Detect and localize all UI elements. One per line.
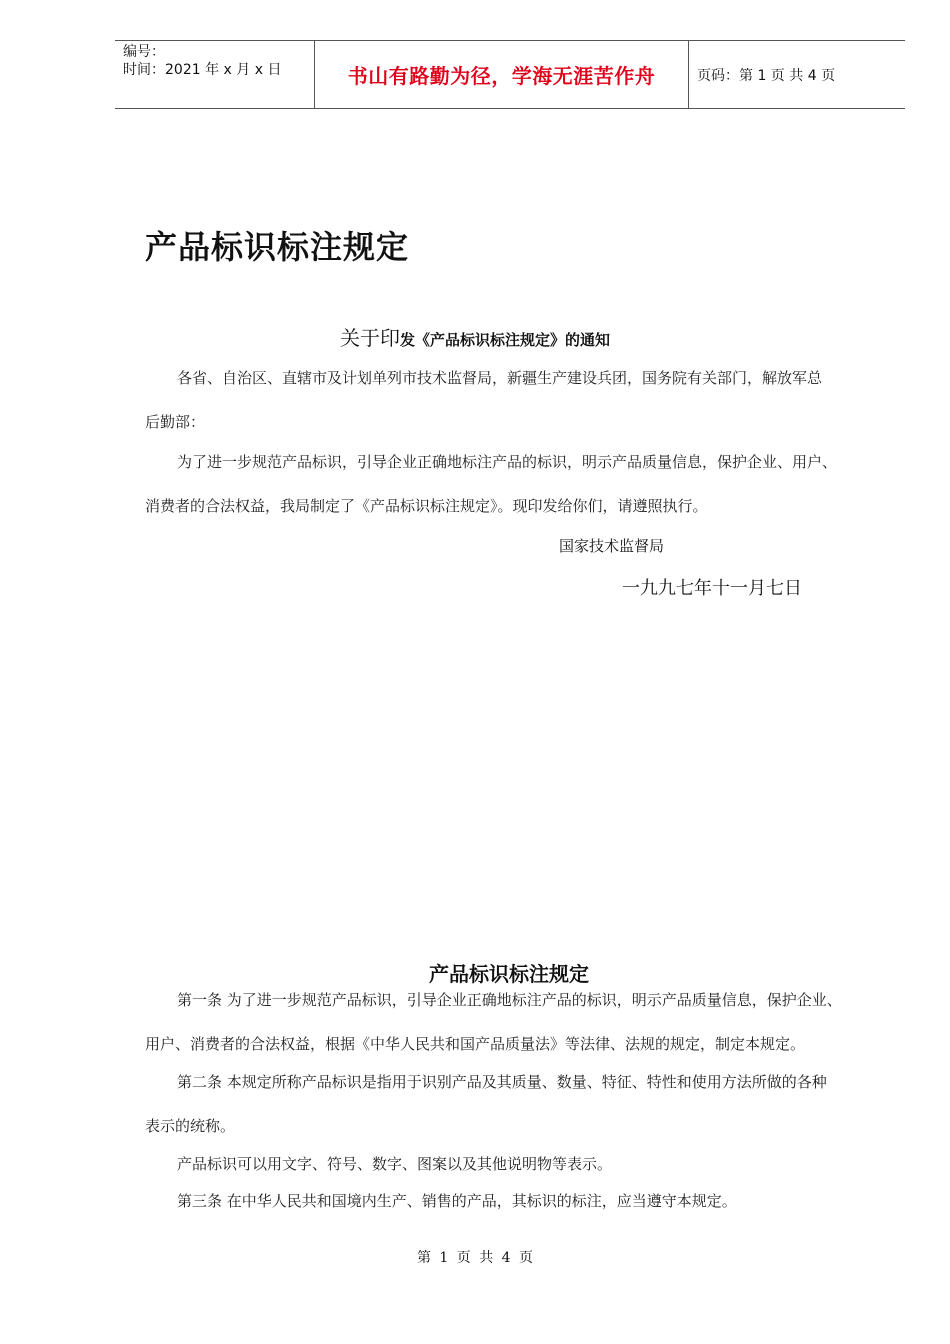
notice-body <box>145 452 885 540</box>
notice-addressee <box>145 368 885 456</box>
header-slogan-cell <box>315 41 689 108</box>
text-line: 消费者的合法权益，我局制定了《产品标识标注规定》。现印发给你们，请遵照执行。 <box>145 497 708 515</box>
text-line: 第二条 本规定所称产品标识是指用于识别产品及其质量、数量、特征、特性和使用方法所做的各种 <box>177 1073 827 1091</box>
article-1 <box>145 990 885 1078</box>
notice-title <box>0 322 950 351</box>
text-line: 表示的统称。 <box>145 1117 236 1135</box>
text-line: 用户、消费者的合法权益，根据《中华人民共和国产品质量法》等法律、法规的规定，制定本规定。 <box>145 1035 806 1053</box>
text-line: 产品标识可以用文字、符号、数字、图案以及其他说明物等表示。 <box>177 1155 613 1173</box>
notice-title-rest: 发《产品标识标注规定》的通知 <box>399 331 610 349</box>
header-meta <box>115 41 315 108</box>
time-label: 时间：2021 年 x 月 x 日 <box>123 62 282 78</box>
article-2 <box>145 1072 885 1160</box>
header-page-info-cell <box>689 41 905 108</box>
header-slogan: 书山有路勤为径，学海无涯苦作舟 <box>347 64 656 88</box>
text-line: 第三条 在中华人民共和国境内生产、销售的产品，其标识的标注，应当遵守本规定。 <box>177 1192 737 1210</box>
text-line: 各省、自治区、直辖市及计划单列市技术监督局，新疆生产建设兵团，国务院有关部门，解放军总 <box>177 369 823 387</box>
signature-organization: 国家技术监督局 <box>559 537 665 555</box>
document-title: 产品标识标注规定 <box>145 228 410 266</box>
text-line: 第一条 为了进一步规范产品标识，引导企业正确地标注产品的标识，明示产品质量信息，保护企业、 <box>177 991 842 1009</box>
signature-date: 一九九七年十一月七日 <box>622 578 802 599</box>
header-page-info: 页码：第 1 页 共 4 页 <box>697 67 836 84</box>
article-3 <box>145 1191 885 1235</box>
regulation-title: 产品标识标注规定 <box>429 962 589 986</box>
number-label: 编号： <box>123 44 165 60</box>
page-footer: 第 1 页 共 4 页 <box>416 1250 534 1266</box>
notice-title-lead: 关于印 <box>339 326 400 350</box>
page-header <box>115 40 905 109</box>
text-line: 为了进一步规范产品标识，引导企业正确地标注产品的标识，明示产品质量信息，保护企业、用户、 <box>177 453 838 471</box>
text-line: 后勤部： <box>145 413 206 431</box>
